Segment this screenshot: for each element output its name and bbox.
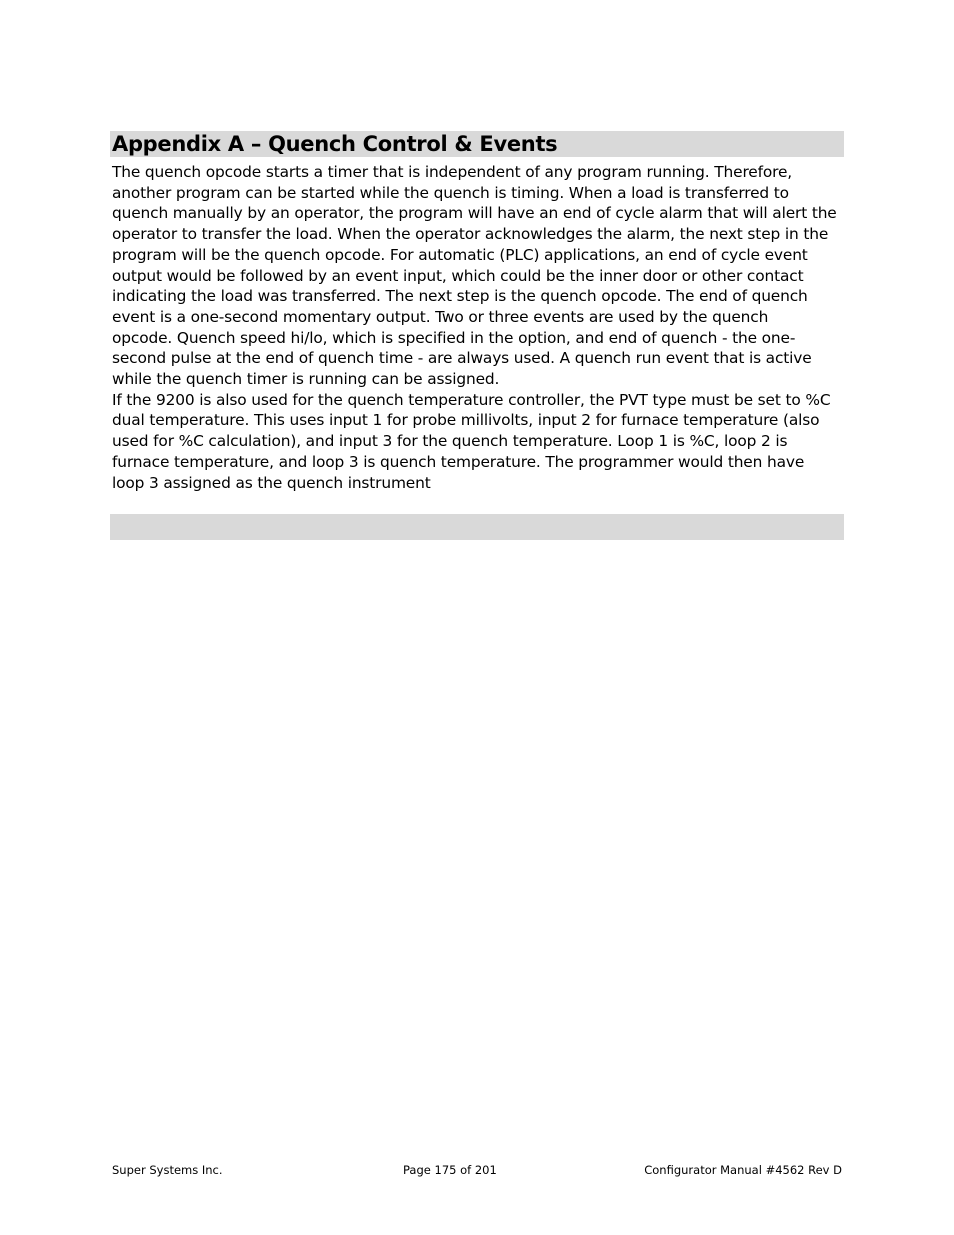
body-line: loop 3 assigned as the quench instrument	[112, 473, 431, 492]
body-line: indicating the load was transferred. The next step is the quench opcode. The end of quench	[112, 287, 808, 306]
footer-company: Super Systems Inc.	[112, 1163, 223, 1177]
footer-manual-id: Configurator Manual #4562 Rev D	[644, 1163, 842, 1177]
body-line: event is a one-second momentary output. Two or three events are used by the quench	[112, 307, 769, 326]
body-line: quench manually by an operator, the program will have an end of cycle alarm that will alert the	[112, 204, 837, 223]
body-line: opcode. Quench speed hi/lo, which is specified in the option, and end of quench - the one-	[112, 328, 796, 347]
footer-page-number: Page 175 of 201	[403, 1163, 497, 1177]
body-line: used for %C calculation), and input 3 for the quench temperature. Loop 1 is %C, loop 2 is	[112, 432, 788, 451]
section-heading: Appendix A – Quench Control & Events	[112, 132, 558, 156]
body-line: furnace temperature, and loop 3 is quench temperature. The programmer would then have	[112, 452, 805, 471]
body-line: If the 9200 is also used for the quench temperature controller, the PVT type must be set to %C	[112, 390, 831, 409]
body-line: operator to transfer the load. When the operator acknowledges the alarm, the next step in the	[112, 225, 829, 244]
body-line: The quench opcode starts a timer that is independent of any program running. Therefore,	[112, 163, 793, 181]
body-line: program will be the quench opcode. For automatic (PLC) applications, an end of cycle event	[112, 245, 808, 264]
body-line: another program can be started while the quench is timing. When a load is transferred to	[112, 183, 789, 202]
body-line: dual temperature. This uses input 1 for probe millivolts, input 2 for furnace temperature (also	[112, 411, 820, 430]
body-line: output would be followed by an event input, which could be the inner door or other contact	[112, 266, 804, 285]
body-line: while the quench timer is running can be assigned.	[112, 370, 500, 389]
body-line: second pulse at the end of quench time - are always used. A quench run event that is active	[112, 349, 812, 368]
body-paragraphs	[112, 162, 852, 493]
empty-heading-band	[110, 514, 844, 540]
